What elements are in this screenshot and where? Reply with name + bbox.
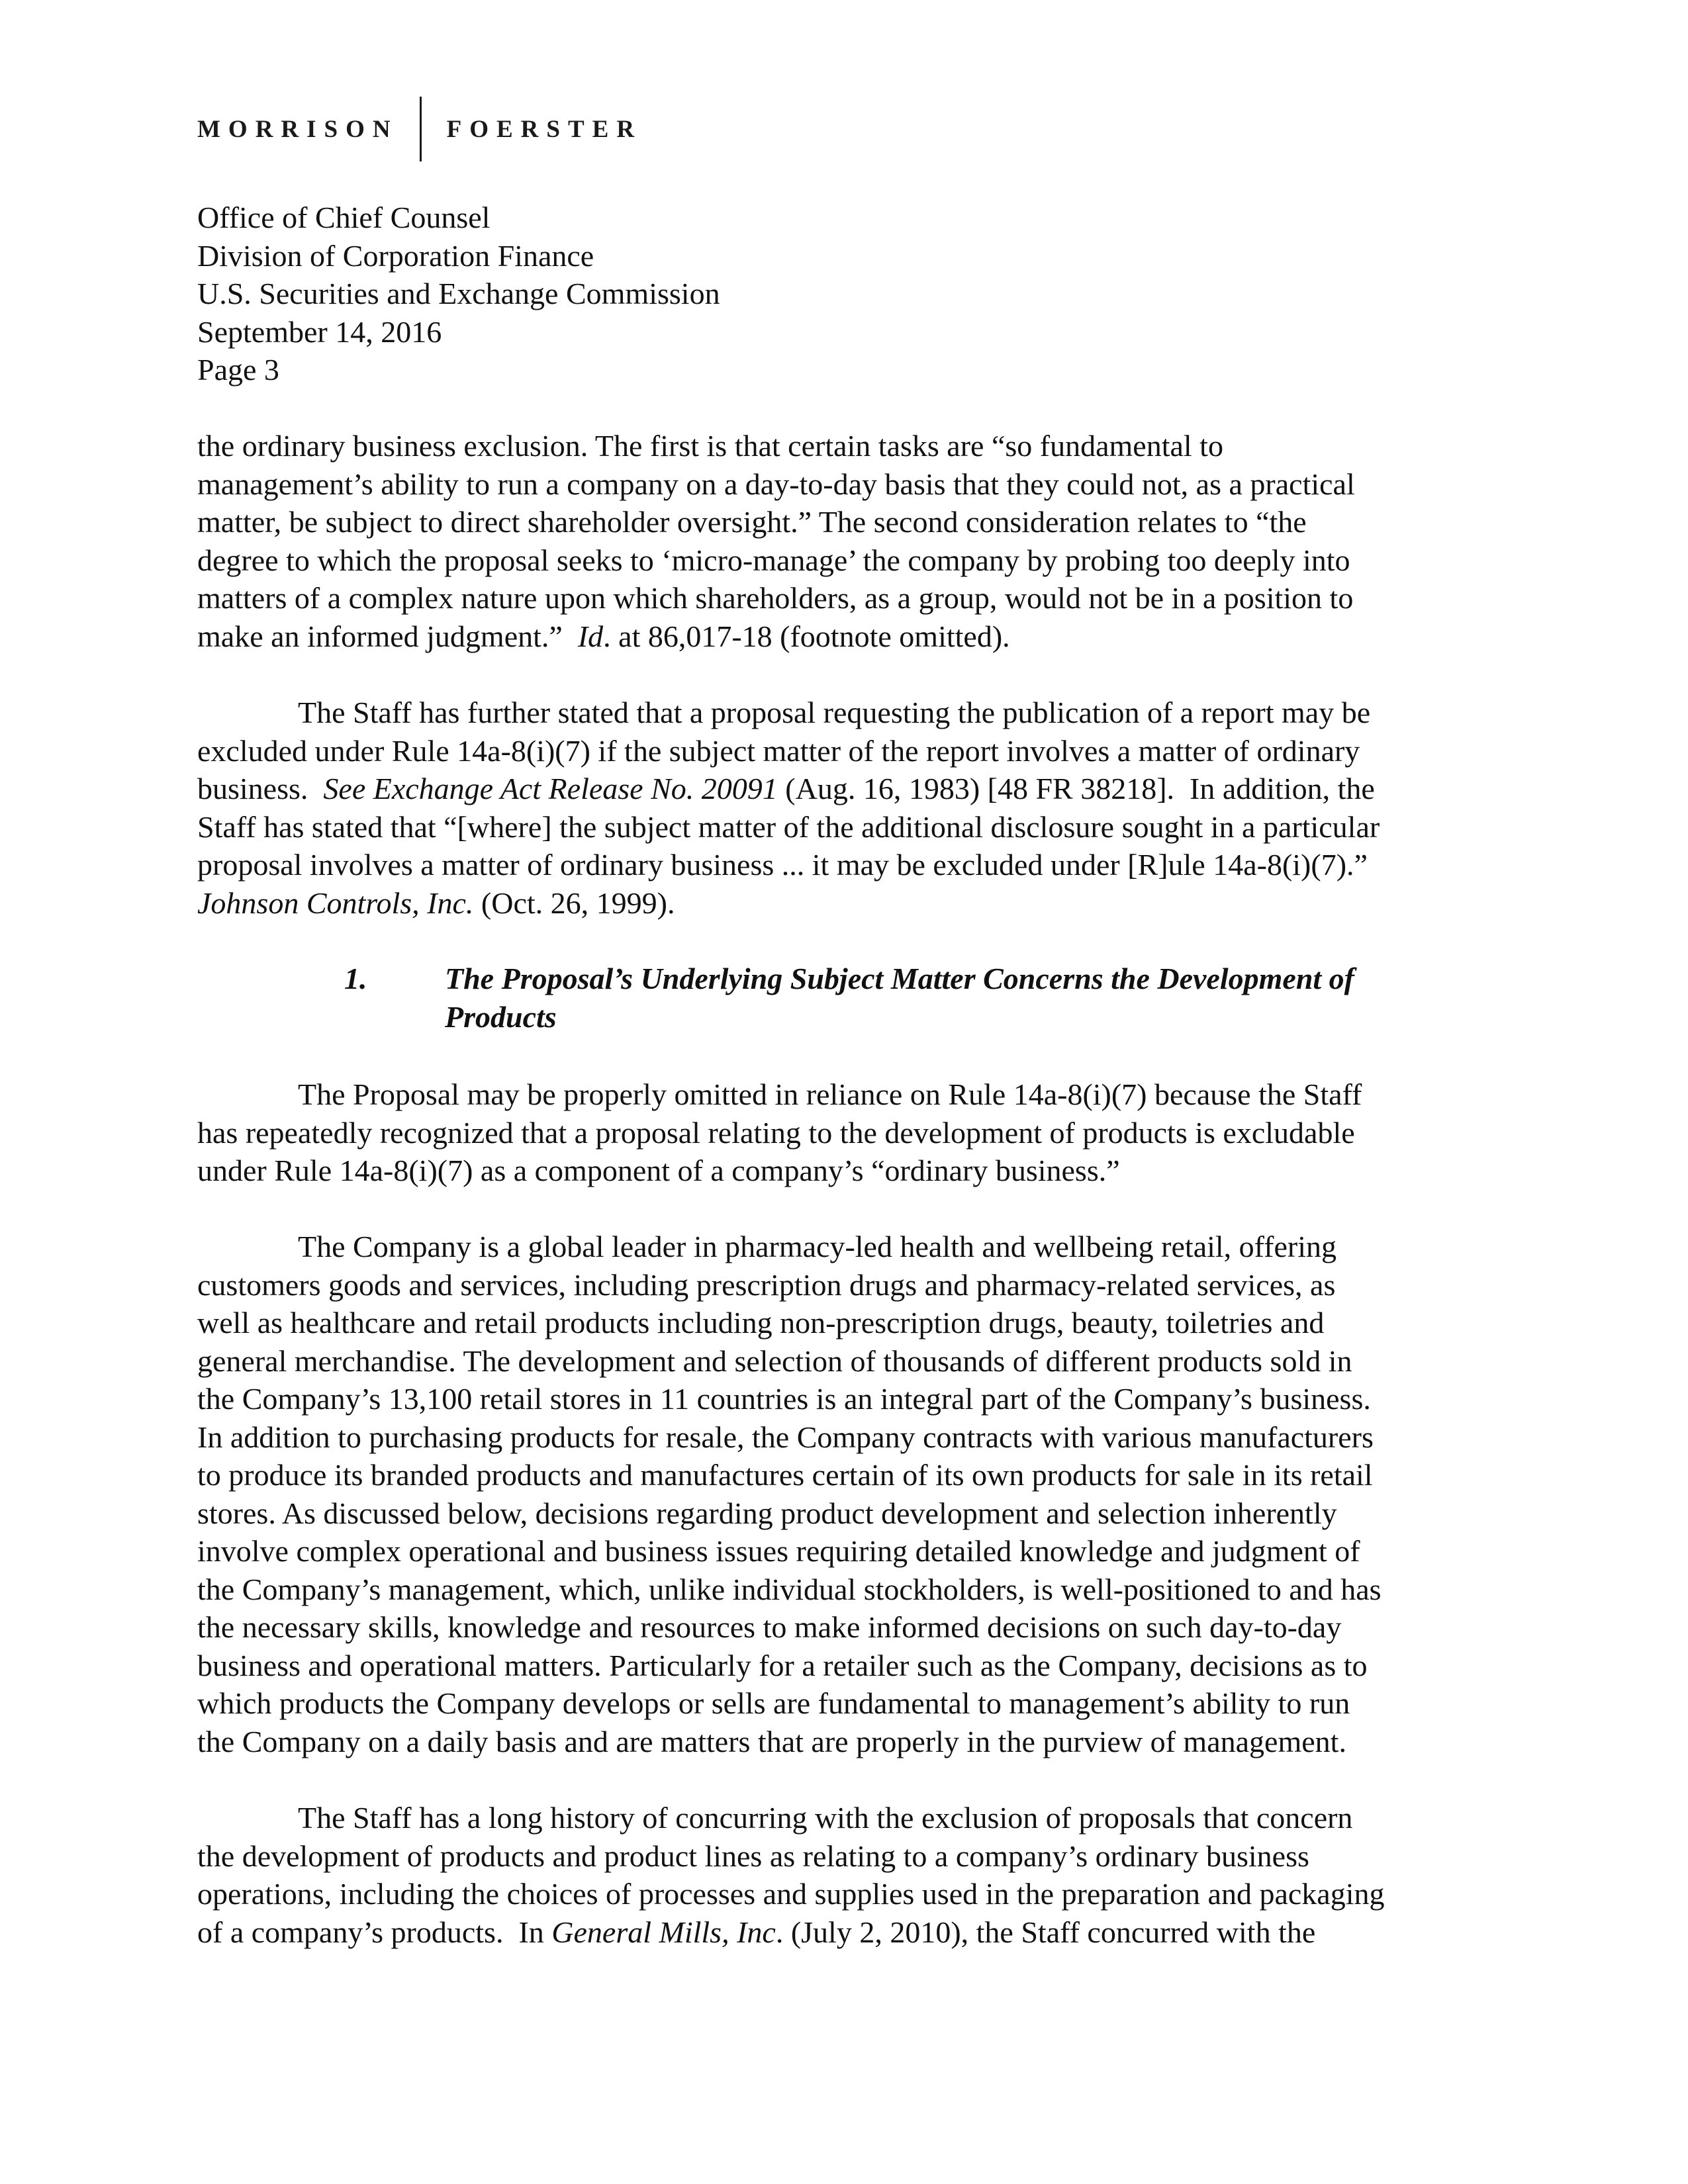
text-line: the ordinary business exclusion. The first is that certain tasks are “so fundamental to bbox=[197, 429, 1223, 463]
text-line: to produce its branded products and manufactures certain of its own products for sale in its retail bbox=[197, 1458, 1373, 1492]
text-line: which products the Company develops or sells are fundamental to management’s ability to run bbox=[197, 1686, 1350, 1720]
text-line: The Proposal may be properly omitted in reliance on Rule 14a-8(i)(7) because the Staff bbox=[298, 1077, 1362, 1111]
text-line: matters of a complex nature upon which shareholders, as a group, would not be in a position to bbox=[197, 581, 1354, 615]
text-run: (Aug. 16, 1983) [48 FR 38218]. In addition, the bbox=[777, 772, 1375, 805]
text-line bbox=[197, 770, 1495, 808]
letterhead-right-word: FOERSTER bbox=[446, 115, 643, 143]
paragraph-2 bbox=[197, 694, 1495, 922]
text-line bbox=[197, 884, 1495, 923]
page-number: Page 3 bbox=[197, 353, 279, 387]
text-line bbox=[197, 1913, 1495, 1952]
text-line: under Rule 14a-8(i)(7) as a component of a company’s “ordinary business.” bbox=[197, 1154, 1120, 1187]
text-line: the necessary skills, knowledge and resources to make informed decisions on such day-to-day bbox=[197, 1610, 1342, 1644]
text-run: (Oct. 26, 1999). bbox=[473, 886, 675, 920]
text-line: management’s ability to run a company on a day-to-day basis that they could not, as a practical bbox=[197, 467, 1355, 501]
text-line: general merchandise. The development and selection of thousands of different products sold in bbox=[197, 1343, 1352, 1378]
text-line bbox=[197, 617, 1495, 656]
text-line: the development of products and product lines as relating to a company’s ordinary business bbox=[197, 1839, 1309, 1873]
text-line: Staff has stated that “[where] the subject matter of the additional disclosure sought in a particular bbox=[197, 809, 1380, 844]
text-line: The Staff has a long history of concurring with the exclusion of proposals that concern bbox=[298, 1801, 1353, 1835]
text-run: of a company’s products. In bbox=[197, 1915, 552, 1949]
text-line: In addition to purchasing products for resale, the Company contracts with various manufacturers bbox=[197, 1420, 1374, 1454]
section-title bbox=[445, 960, 1517, 1036]
letter-date: September 14, 2016 bbox=[197, 314, 442, 349]
citation-release: See Exchange Act Release No. 20091 bbox=[323, 772, 778, 805]
address-block bbox=[197, 199, 720, 389]
text-line: has repeatedly recognized that a proposal relating to the development of products is excludable bbox=[197, 1115, 1355, 1150]
citation-id: Id bbox=[577, 619, 604, 653]
text-line: proposal involves a matter of ordinary business ... it may be excluded under [R]ule 14a-8(i)(7).” bbox=[197, 848, 1368, 882]
text-line: well as healthcare and retail products including non-prescription drugs, beauty, toiletries and bbox=[197, 1306, 1325, 1340]
address-line: Office of Chief Counsel bbox=[197, 201, 491, 234]
text-line: involve complex operational and business issues requiring detailed knowledge and judgment of bbox=[197, 1534, 1360, 1568]
text-line: degree to which the proposal seeks to ‘micro-manage’ the company by probing too deeply into bbox=[197, 543, 1350, 577]
text-run: . at 86,017-18 (footnote omitted). bbox=[603, 619, 1010, 653]
address-line: U.S. Securities and Exchange Commission bbox=[197, 277, 720, 310]
letterhead-divider bbox=[420, 97, 422, 161]
letterhead-logo bbox=[197, 93, 642, 165]
text-line: customers goods and services, including prescription drugs and pharmacy-related services, as bbox=[197, 1267, 1336, 1302]
paragraph-1 bbox=[197, 427, 1495, 655]
paragraph-3 bbox=[197, 1075, 1495, 1190]
section-title-line: The Proposal’s Underlying Subject Matter Concerns the Development of bbox=[445, 962, 1355, 995]
section-number: 1. bbox=[344, 962, 367, 995]
address-line: Division of Corporation Finance bbox=[197, 238, 594, 273]
text-run: . (July 2, 2010), the Staff concurred with the bbox=[775, 1915, 1316, 1949]
text-line: operations, including the choices of processes and supplies used in the preparation and packaging bbox=[197, 1877, 1385, 1911]
text-run: business. bbox=[197, 772, 324, 805]
text-line: The Company is a global leader in pharmacy-led health and wellbeing retail, offering bbox=[298, 1230, 1336, 1263]
section-heading bbox=[344, 960, 1517, 1036]
text-line: the Company’s 13,100 retail stores in 11 countries is an integral part of the Company’s business. bbox=[197, 1382, 1371, 1416]
text-line: the Company on a daily basis and are matters that are properly in the purview of management. bbox=[197, 1724, 1346, 1758]
text-line: matter, be subject to direct shareholder oversight.” The second consideration relates to “the bbox=[197, 505, 1307, 539]
paragraph-5 bbox=[197, 1799, 1495, 1951]
text-line: business and operational matters. Particularly for a retailer such as the Company, decisions as to bbox=[197, 1648, 1368, 1682]
paragraph-4 bbox=[197, 1228, 1495, 1760]
text-run: make an informed judgment.” bbox=[197, 619, 578, 653]
section-title-line: Products bbox=[445, 999, 557, 1034]
text-line: The Staff has further stated that a proposal requesting the publication of a report may be bbox=[298, 696, 1371, 729]
text-line: excluded under Rule 14a-8(i)(7) if the subject matter of the report involves a matter of ordinary bbox=[197, 733, 1360, 768]
letterhead-left-word: MORRISON bbox=[197, 115, 399, 143]
citation-case: General Mills, Inc bbox=[551, 1915, 776, 1949]
text-line: stores. As discussed below, decisions regarding product development and selection inherently bbox=[197, 1496, 1337, 1530]
text-line: the Company’s management, which, unlike individual stockholders, is well-positioned to and has bbox=[197, 1572, 1382, 1606]
citation-case: Johnson Controls, Inc. bbox=[197, 886, 474, 920]
